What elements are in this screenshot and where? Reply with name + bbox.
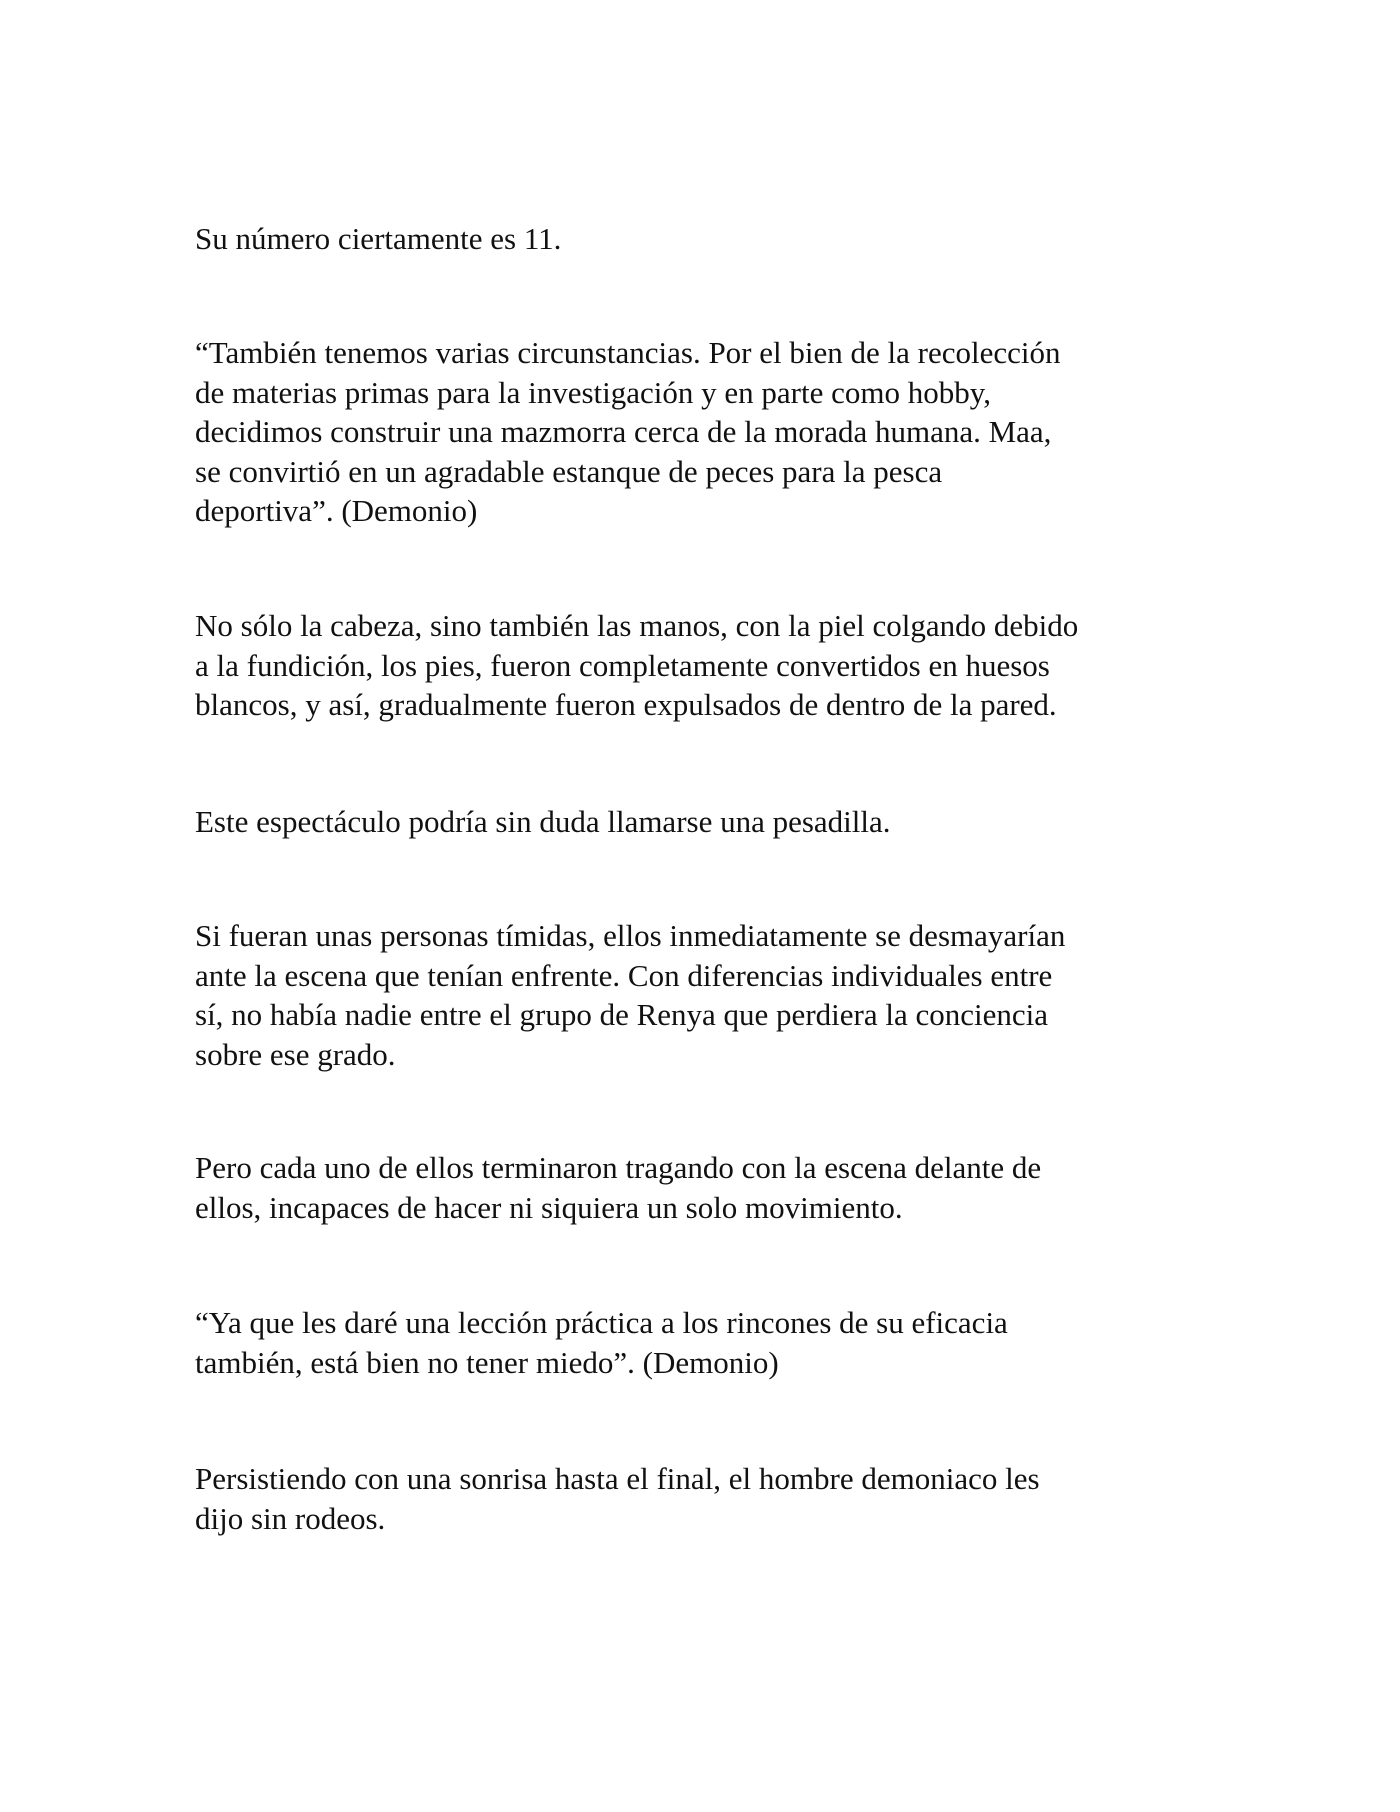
paragraph-7: “Ya que les daré una lección práctica a los rincones de su eficacia también, está bien no tener miedo”. (Demonio) [195,1305,1008,1380]
paragraph-6: Pero cada uno de ellos terminaron tragando con la escena delante de ellos, incapaces de hacer ni siquiera un solo movimiento. [195,1150,1042,1225]
paragraph-2: “También tenemos varias circunstancias. Por el bien de la recolección de materias primas para la investigación y en parte como hobby, decidimos construir una mazmorra cerca de la morada humana. Maa, se convirtió en un agradable estanque de peces para la pesca deportiva”. (Demonio) [195,335,1061,528]
paragraph-5: Si fueran unas personas tímidas, ellos inmediatamente se desmayarían ante la escena que tenían enfrente. Con diferencias individuales entre sí, no había nadie entre el grupo de Renya que perdiera la conciencia sobre ese grado. [195,918,1066,1072]
paragraph-8: Persistiendo con una sonrisa hasta el final, el hombre demoniaco les dijo sin rodeos. [195,1461,1040,1536]
paragraph-3: No sólo la cabeza, sino también las manos, con la piel colgando debido a la fundición, los pies, fueron completamente convertidos en huesos blancos, y así, gradualmente fueron expulsados de dentro de la pared. [195,608,1079,722]
paragraph-4: Este espectáculo podría sin duda llamarse una pesadilla. [195,804,891,839]
paragraph-1: Su número ciertamente es 11. [195,221,562,256]
